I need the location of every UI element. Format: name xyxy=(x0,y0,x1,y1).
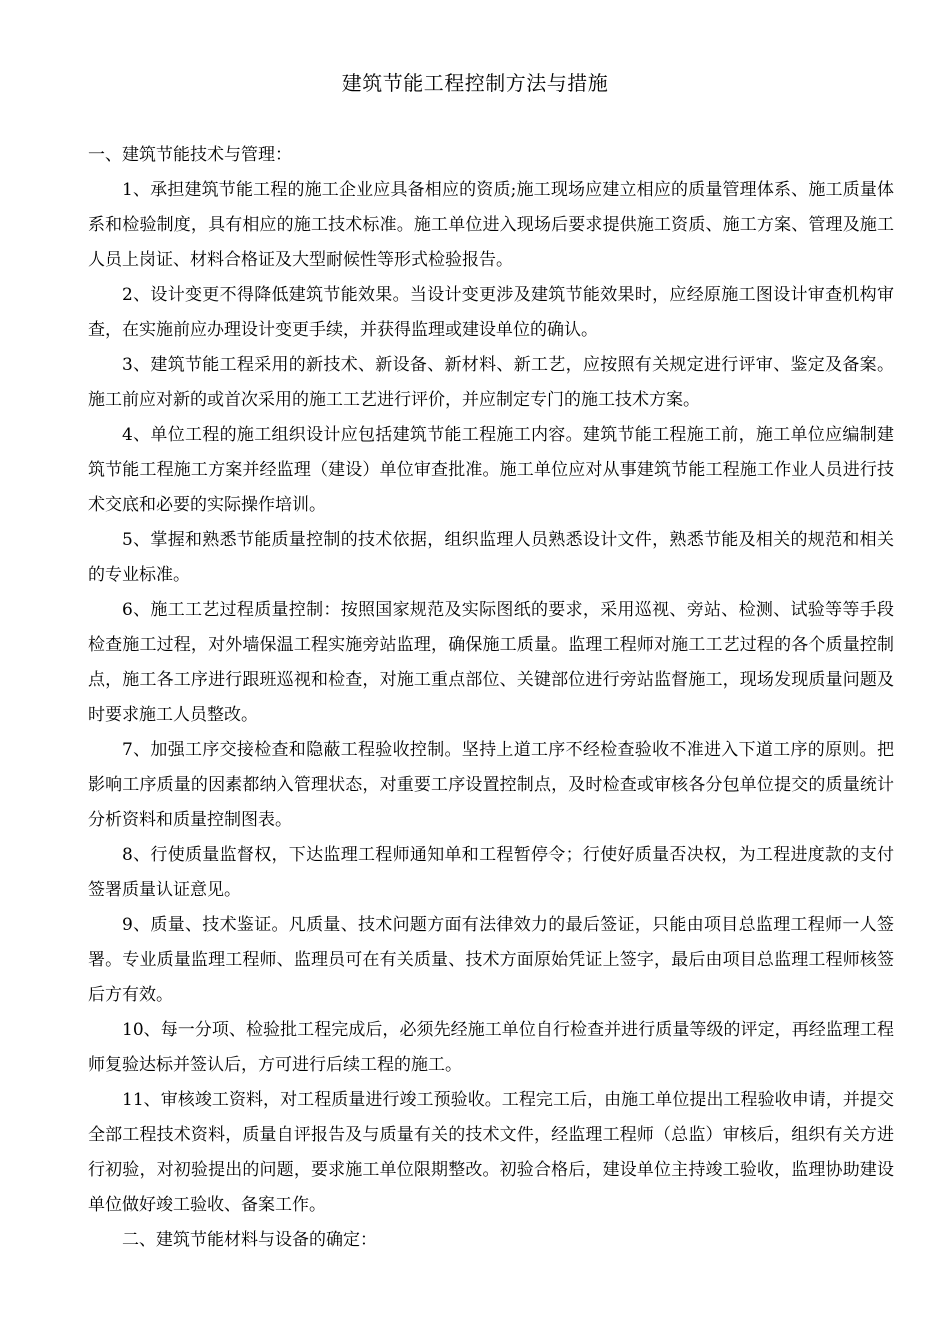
paragraph-3: 3、建筑节能工程采用的新技术、新设备、新材料、新工艺，应按照有关规定进行评审、鉴定及备案。施工前应对新的或首次采用的施工工艺进行评价，并应制定专门的施工技术方案。 xyxy=(88,355,894,410)
paragraph-8: 8、行使质量监督权，下达监理工程师通知单和工程暂停令；行使好质量否决权，为工程进度款的支付签署质量认证意见。 xyxy=(88,845,894,900)
paragraph-5: 5、掌握和熟悉节能质量控制的技术依据，组织监理人员熟悉设计文件，熟悉节能及相关的规范和相关的专业标准。 xyxy=(88,530,894,585)
section-heading-2: 二、建筑节能材料与设备的确定： xyxy=(122,1230,377,1250)
paragraph-2: 2、设计变更不得降低建筑节能效果。当设计变更涉及建筑节能效果时，应经原施工图设计审查机构审查，在实施前应办理设计变更手续，并获得监理或建设单位的确认。 xyxy=(88,285,894,340)
document-title: 建筑节能工程控制方法与措施 xyxy=(341,71,609,95)
paragraph-4: 4、单位工程的施工组织设计应包括建筑节能工程施工内容。建筑节能工程施工前，施工单位应编制建筑节能工程施工方案并经监理（建设）单位审查批准。施工单位应对从事建筑节能工程施工作业人员进行技术交底和必要的实际操作培训。 xyxy=(88,425,894,515)
paragraph-11: 11、审核竣工资料，对工程质量进行竣工预验收。工程完工后，由施工单位提出工程验收申请，并提交全部工程技术资料，质量自评报告及与质量有关的技术文件，经监理工程师（总监）审核后，组织有关方进行初验，对初验提出的问题，要求施工单位限期整改。初验合格后，建设单位主持竣工验收，监理协助建设单位做好竣工验收、备案工作。 xyxy=(88,1090,894,1215)
paragraph-7: 7、加强工序交接检查和隐蔽工程验收控制。坚持上道工序不经检查验收不准进入下道工序的原则。把影响工序质量的因素都纳入管理状态，对重要工序设置控制点，及时检查或审核各分包单位提交的质量统计分析资料和质量控制图表。 xyxy=(88,740,894,830)
paragraph-10: 10、每一分项、检验批工程完成后，必须先经施工单位自行检查并进行质量等级的评定，再经监理工程师复验达标并签认后，方可进行后续工程的施工。 xyxy=(88,1020,894,1075)
section-heading-1: 一、建筑节能技术与管理： xyxy=(88,145,292,165)
paragraph-1: 1、承担建筑节能工程的施工企业应具备相应的资质;施工现场应建立相应的质量管理体系、施工质量体系和检验制度，具有相应的施工技术标准。施工单位进入现场后要求提供施工资质、施工方案、管理及施工人员上岗证、材料合格证及大型耐候性等形式检验报告。 xyxy=(88,180,894,270)
paragraph-6: 6、施工工艺过程质量控制：按照国家规范及实际图纸的要求，采用巡视、旁站、检测、试验等等手段检查施工过程，对外墙保温工程实施旁站监理，确保施工质量。监理工程师对施工工艺过程的各个质量控制点，施工各工序进行跟班巡视和检查，对施工重点部位、关键部位进行旁站监督施工，现场发现质量问题及时要求施工人员整改。 xyxy=(88,600,894,725)
document-body xyxy=(88,138,894,1258)
paragraph-9: 9、质量、技术鉴证。凡质量、技术问题方面有法律效力的最后签证，只能由项目总监理工程师一人签署。专业质量监理工程师、监理员可在有关质量、技术方面原始凭证上签字，最后由项目总监理工程师核签后方有效。 xyxy=(88,915,894,1005)
